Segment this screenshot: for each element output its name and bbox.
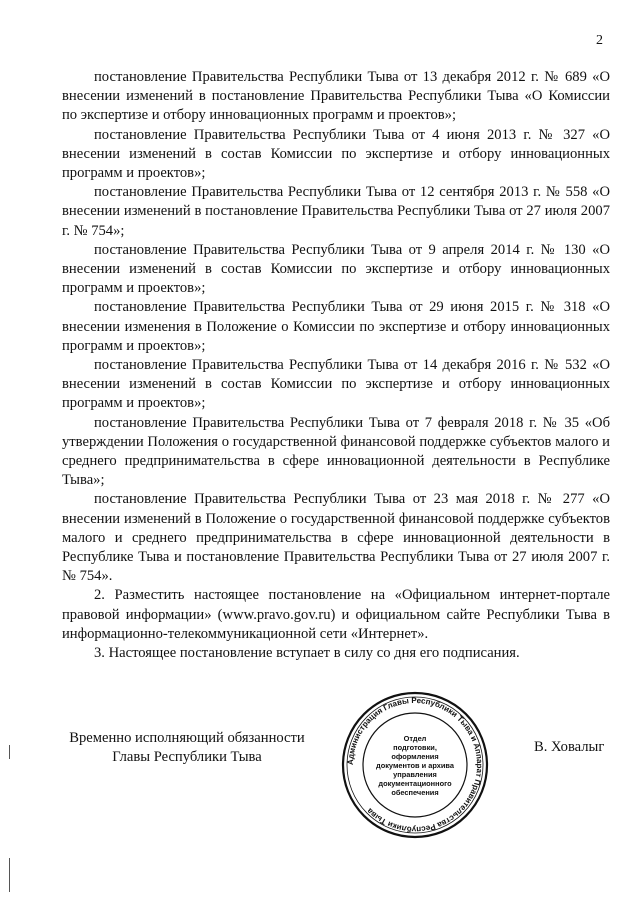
signatory-position-line: Главы Республики Тыва bbox=[112, 749, 262, 766]
signatory-name: В. Ховалыг bbox=[534, 739, 605, 755]
stamp-center-line: подготовки, bbox=[393, 743, 437, 752]
paragraph: постановление Правительства Республики Тыва от 4 июня 2013 г. № 327 «О внесении изменений в состав Комиссии по экспертизе и отбору инновационных программ и проектов»; bbox=[62, 126, 610, 182]
document-body bbox=[62, 68, 610, 663]
stamp-center-line: документационного bbox=[378, 779, 452, 788]
paragraph: постановление Правительства Республики Тыва от 12 сентября 2013 г. № 558 «О внесении изменений в постановление Правительства Республики Тыва от 27 июля 2007 г. № 754»; bbox=[62, 184, 610, 239]
paragraph: постановление Правительства Республики Тыва от 13 декабря 2012 г. № 689 «О внесении изменений в постановление Правительства Республики Тыва «О Комиссии по экспертизе и отбору инновационных программ и проектов»; bbox=[62, 69, 610, 124]
paragraph: постановление Правительства Республики Тыва от 14 декабря 2016 г. № 532 «О внесении изменений в состав Комиссии по экспертизе и отбору инновационных программ и проектов»; bbox=[62, 357, 610, 412]
stamp-center-line: обеспечения bbox=[391, 788, 439, 797]
scan-margin-mark bbox=[9, 745, 10, 759]
official-stamp bbox=[340, 690, 490, 840]
scan-margin-mark bbox=[9, 858, 10, 892]
paragraph: 2. Разместить настоящее постановление на «Официальном интернет-портале правовой информации» (www.pravo.gov.ru) и официальном сайте Республики Тыва в информационно-телекоммуникационной сети «Интернет». bbox=[62, 587, 610, 642]
paragraph: постановление Правительства Республики Тыва от 9 апреля 2014 г. № 130 «О внесении изменений в состав Комиссии по экспертизе и отбору инновационных программ и проектов»; bbox=[62, 241, 610, 297]
signatory-position bbox=[62, 729, 312, 767]
stamp-outer-text-path: Администрация Главы Республики Тыва и Аппарат Правительства Республики Тыва bbox=[345, 695, 485, 835]
stamp-center-line: Отдел bbox=[403, 734, 427, 743]
stamp-center-line: документов и архива bbox=[376, 761, 454, 770]
page-number: 2 bbox=[596, 33, 603, 48]
stamp-center-line: управления bbox=[393, 770, 437, 779]
paragraph: постановление Правительства Республики Тыва от 23 мая 2018 г. № 277 «О внесении изменений в Положение о государственной финансовой поддержке субъектов малого и среднего предпринимательства в сфере инновационной деятельности в Республике Тыва и постановление Правительства Республики Тыва от 27 июля 2007 г. № 754». bbox=[62, 491, 610, 585]
signatory-position-line: Временно исполняющий обязанности bbox=[69, 730, 305, 746]
paragraph: 3. Настоящее постановление вступает в силу со дня его подписания. bbox=[94, 645, 520, 662]
stamp-center-text bbox=[376, 734, 455, 797]
paragraph: постановление Правительства Республики Тыва от 7 февраля 2018 г. № 35 «Об утверждении Положения о государственной финансовой поддержке субъектов малого и среднего предпринимательства в сфере инновационной деятельности в Республике Тыва»; bbox=[62, 414, 610, 489]
stamp-center-line: оформления bbox=[391, 752, 439, 761]
paragraph: постановление Правительства Республики Тыва от 29 июня 2015 г. № 318 «О внесении изменения в Положение о Комиссии по экспертизе и отбору инновационных программ и проектов»; bbox=[62, 299, 610, 354]
